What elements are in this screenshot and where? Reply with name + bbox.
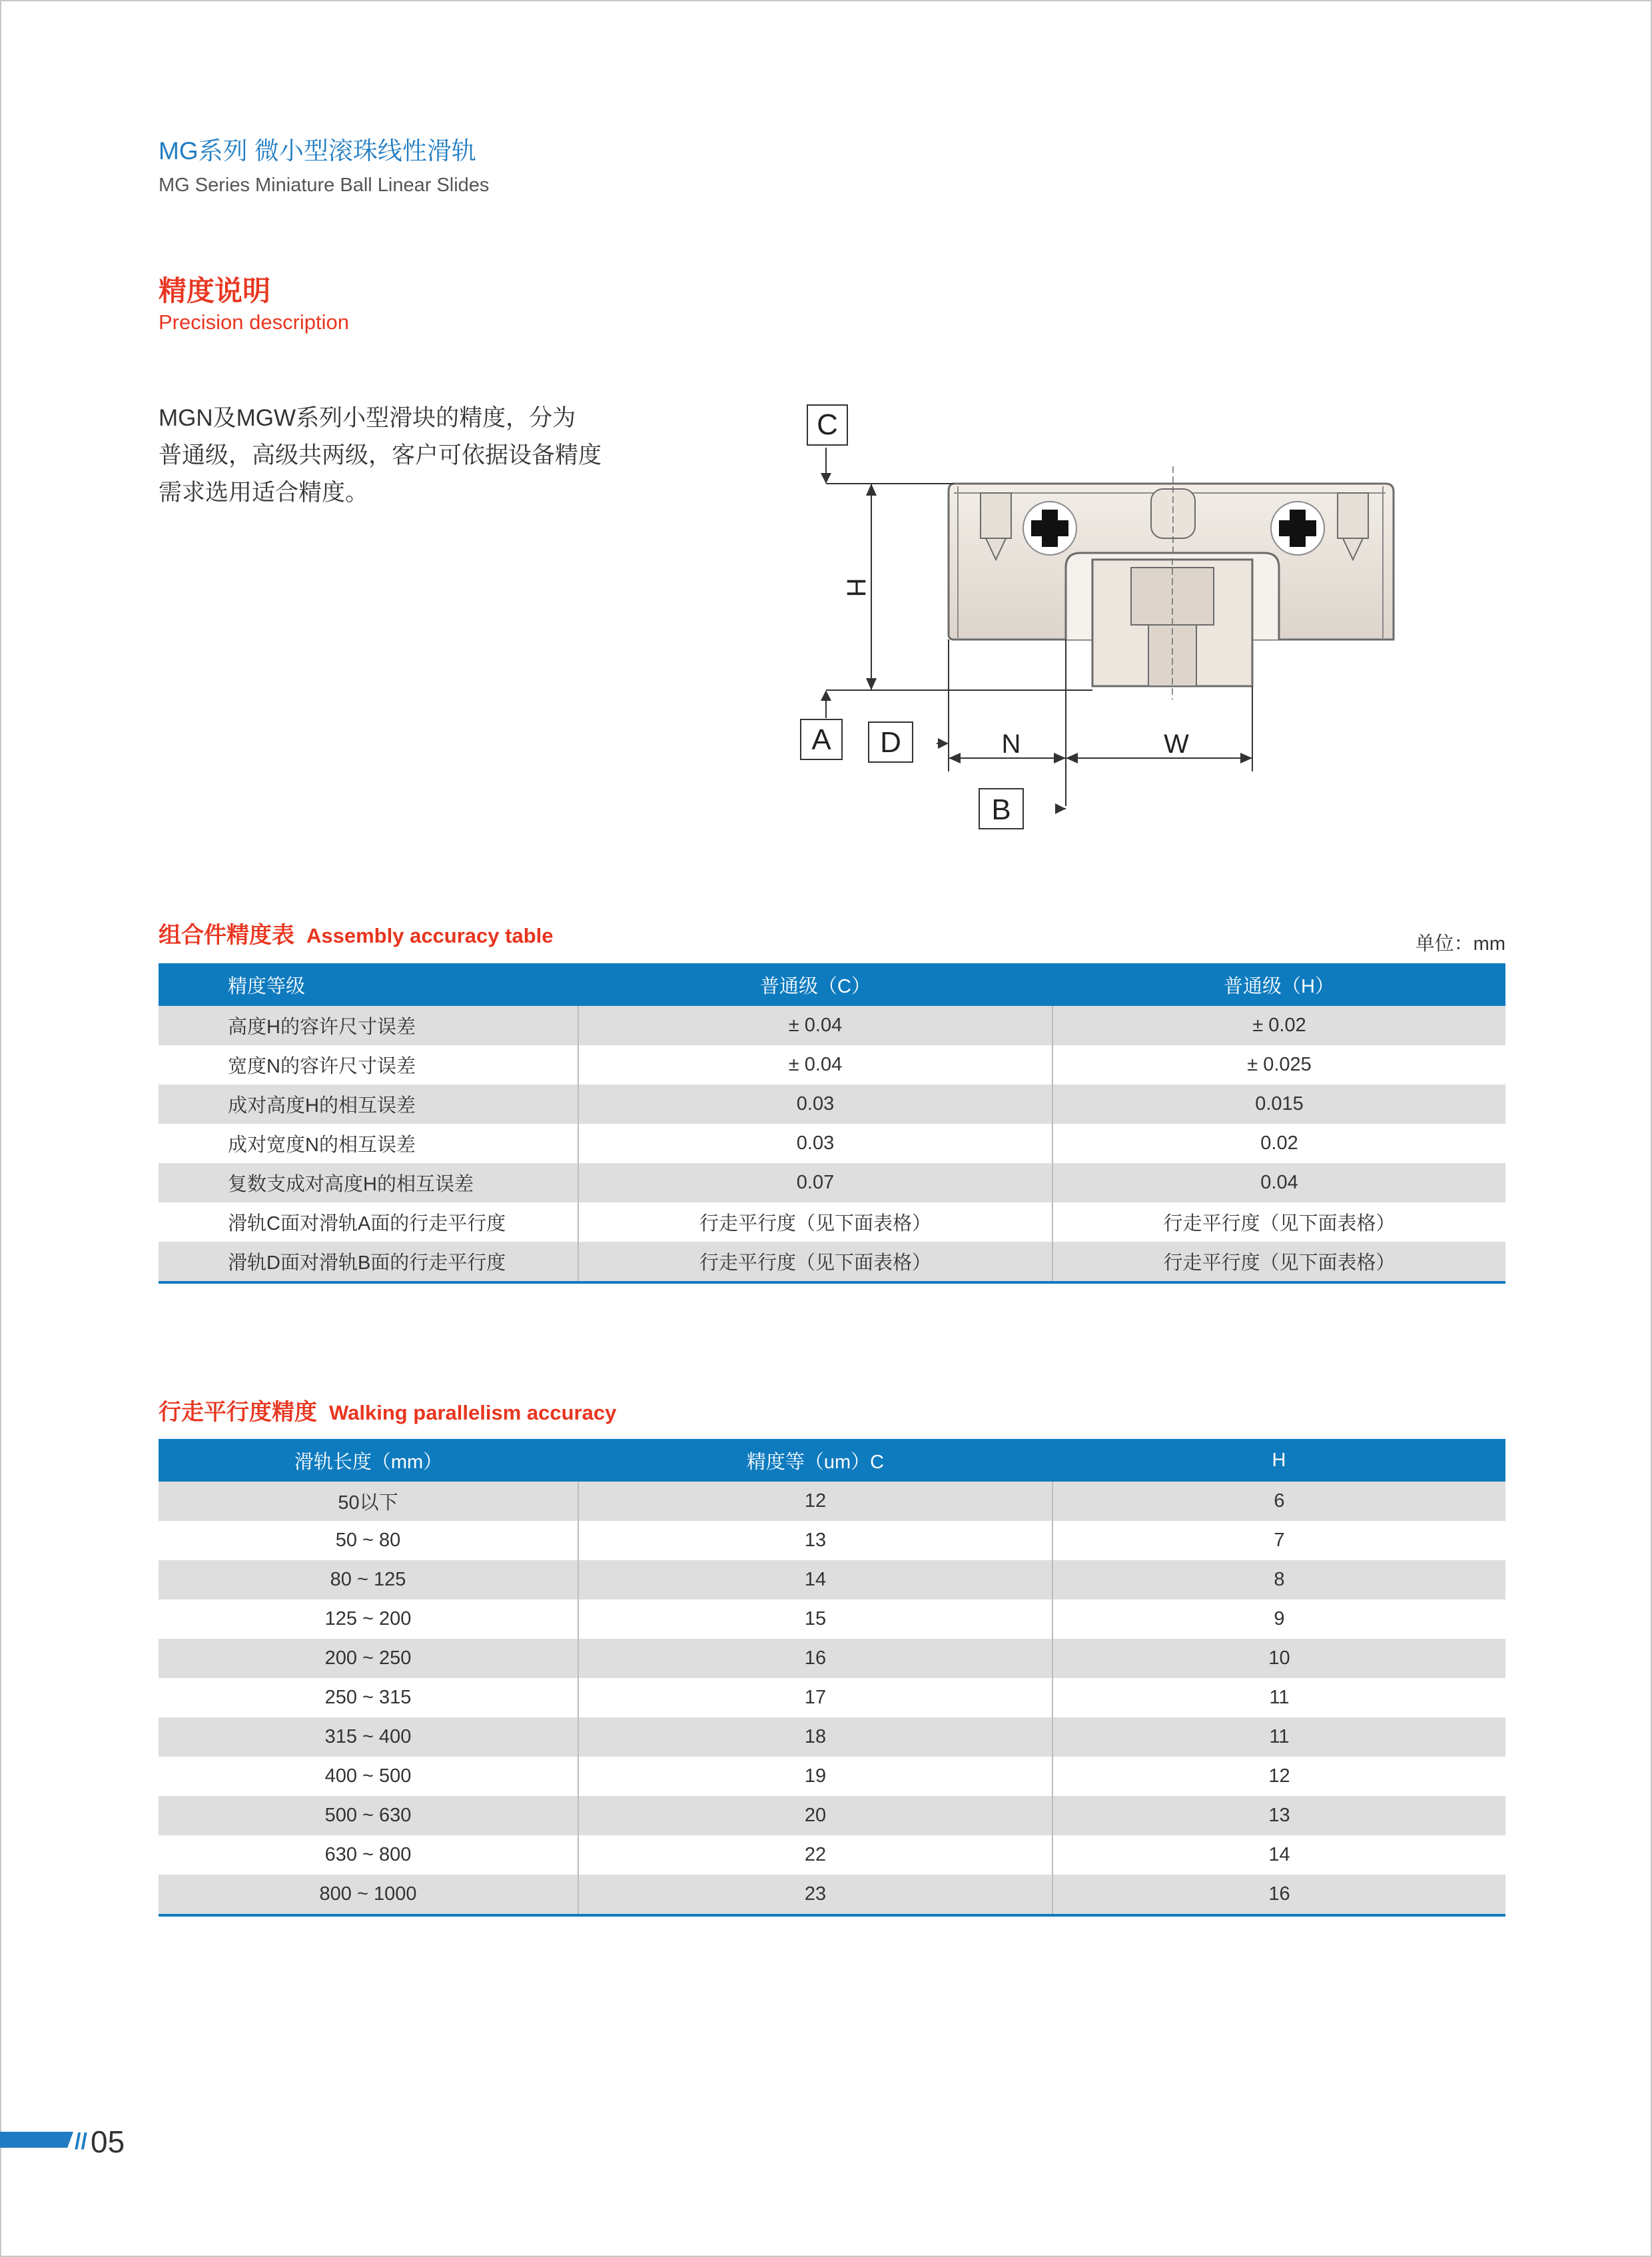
- slide-block: [949, 466, 1394, 699]
- table-header-row: [159, 1439, 1505, 1482]
- table-cell: 23: [578, 1875, 1052, 1915]
- footer-accent-bar: [0, 2132, 73, 2148]
- section-title-cn: 精度说明: [159, 275, 271, 306]
- table-cell: 滑轨C面对滑轨A面的行走平行度: [159, 1202, 578, 1242]
- intro-line: 需求选用适合精度。: [159, 480, 369, 506]
- table-cell: 14: [1052, 1835, 1505, 1875]
- assembly-title-en: Assembly accuracy table: [306, 924, 554, 947]
- svg-text:W: W: [1164, 729, 1189, 759]
- slide-block-diagram: [786, 393, 1419, 846]
- table-cell: 7: [1052, 1521, 1505, 1560]
- table-row: [159, 1757, 1505, 1796]
- label-b: [979, 789, 1023, 829]
- table-row: [159, 1482, 1505, 1521]
- label-c: [807, 405, 847, 445]
- table-cell: 行走平行度（见下面表格）: [578, 1242, 1052, 1282]
- table-cell: 17: [578, 1678, 1052, 1717]
- table-cell: 0.07: [578, 1163, 1052, 1202]
- table-cell: 18: [578, 1717, 1052, 1757]
- table-cell: 125 ~ 200: [159, 1599, 578, 1639]
- table-cell: 20: [578, 1796, 1052, 1835]
- table-cell: 11: [1052, 1678, 1505, 1717]
- table-cell: 22: [578, 1835, 1052, 1875]
- svg-text:A: A: [811, 723, 831, 756]
- table-cell: 10: [1052, 1639, 1505, 1678]
- table-row: [159, 1202, 1505, 1242]
- unit-label: 单位：mm: [1415, 933, 1505, 955]
- table-cell: 14: [578, 1560, 1052, 1599]
- table-row: [159, 1796, 1505, 1835]
- table-cell: 16: [578, 1639, 1052, 1678]
- table-cell: ± 0.04: [578, 1045, 1052, 1085]
- table-header-row: [159, 963, 1505, 1006]
- table-cell: 50以下: [159, 1482, 578, 1521]
- label-n: [1002, 729, 1021, 759]
- table-row: [159, 1163, 1505, 1202]
- table-cell: 500 ~ 630: [159, 1796, 578, 1835]
- column-header: 普通级（H）: [1052, 963, 1505, 1006]
- parallelism-title-cn: 行走平行度精度: [159, 1400, 317, 1425]
- table-cell: 滑轨D面对滑轨B面的行走平行度: [159, 1242, 578, 1282]
- header-title-cn: MG系列 微小型滚珠线性滑轨: [159, 137, 476, 165]
- table-cell: 11: [1052, 1717, 1505, 1757]
- parallelism-table-title: [159, 1394, 616, 1426]
- page-number: 05: [91, 2124, 125, 2159]
- label-w: [1164, 729, 1189, 759]
- page-header: [159, 131, 489, 197]
- svg-text:H: H: [841, 578, 871, 598]
- table-cell: 成对宽度N的相互误差: [159, 1124, 578, 1163]
- table-cell: 250 ~ 315: [159, 1678, 578, 1717]
- table-row: [159, 1560, 1505, 1599]
- table-cell: 9: [1052, 1599, 1505, 1639]
- table-row: [159, 1599, 1505, 1639]
- table-cell: ± 0.025: [1052, 1045, 1505, 1085]
- table-cell: 行走平行度（见下面表格）: [1052, 1202, 1505, 1242]
- table-cell: ± 0.04: [578, 1006, 1052, 1045]
- plus-marker-icon: [1023, 502, 1076, 555]
- walking-parallelism-table: [159, 1439, 1505, 1917]
- footer-slash-icon: //: [75, 2129, 87, 2154]
- table-row: [159, 1717, 1505, 1757]
- table-cell: 400 ~ 500: [159, 1757, 578, 1796]
- table-cell: 16: [1052, 1875, 1505, 1915]
- table-cell: 行走平行度（见下面表格）: [1052, 1242, 1505, 1282]
- table-cell: 13: [1052, 1796, 1505, 1835]
- table-cell: 12: [1052, 1757, 1505, 1796]
- assembly-title-cn: 组合件精度表: [159, 923, 294, 948]
- assembly-table-title: [159, 917, 554, 949]
- table-cell: 成对高度H的相互误差: [159, 1085, 578, 1124]
- table-row: [159, 1835, 1505, 1875]
- table-cell: 0.03: [578, 1124, 1052, 1163]
- table-cell: 800 ~ 1000: [159, 1875, 578, 1915]
- table-row: [159, 1875, 1505, 1915]
- table-cell: 6: [1052, 1482, 1505, 1521]
- section-title-en: Precision description: [159, 310, 350, 334]
- table-row: [159, 1521, 1505, 1560]
- label-h: [841, 578, 871, 598]
- table-cell: 13: [578, 1521, 1052, 1560]
- table-cell: 630 ~ 800: [159, 1835, 578, 1875]
- assembly-accuracy-table: [159, 963, 1505, 1284]
- plus-marker-icon: [1271, 502, 1324, 555]
- table-cell: 行走平行度（见下面表格）: [578, 1202, 1052, 1242]
- column-header: 滑轨长度（mm）: [159, 1439, 578, 1482]
- table-cell: 19: [578, 1757, 1052, 1796]
- parallelism-title-en: Walking parallelism accuracy: [329, 1401, 617, 1424]
- svg-text:B: B: [991, 793, 1011, 826]
- table-row: [159, 1045, 1505, 1085]
- label-a: [801, 719, 842, 759]
- table-cell: 15: [578, 1599, 1052, 1639]
- table-row: [159, 1124, 1505, 1163]
- column-header: 普通级（C）: [578, 963, 1052, 1006]
- table-cell: 宽度N的容许尺寸误差: [159, 1045, 578, 1085]
- section-heading: [159, 269, 349, 334]
- table-cell: ± 0.02: [1052, 1006, 1505, 1045]
- column-header: 精度等级: [159, 963, 578, 1006]
- table-row: [159, 1678, 1505, 1717]
- svg-text:C: C: [817, 408, 838, 441]
- table-cell: 0.04: [1052, 1163, 1505, 1202]
- svg-text:N: N: [1001, 729, 1021, 759]
- table-row: [159, 1006, 1505, 1045]
- header-title-en: MG Series Miniature Ball Linear Slides: [159, 175, 490, 196]
- table-cell: 200 ~ 250: [159, 1639, 578, 1678]
- table-cell: 315 ~ 400: [159, 1717, 578, 1757]
- table-cell: 0.015: [1052, 1085, 1505, 1124]
- table-cell: 50 ~ 80: [159, 1521, 578, 1560]
- table-row: [159, 1085, 1505, 1124]
- column-header: H: [1052, 1439, 1505, 1482]
- intro-paragraph: [159, 400, 638, 512]
- svg-text:D: D: [880, 726, 901, 759]
- table-cell: 0.03: [578, 1085, 1052, 1124]
- label-d: [869, 722, 913, 762]
- table-row: [159, 1242, 1505, 1282]
- table-cell: 12: [578, 1482, 1052, 1521]
- table-cell: 80 ~ 125: [159, 1560, 578, 1599]
- table-cell: 高度H的容许尺寸误差: [159, 1006, 578, 1045]
- intro-line: MGN及MGW系列小型滑块的精度，分为: [159, 405, 576, 431]
- column-header: 精度等（um）C: [578, 1439, 1052, 1482]
- table-cell: 0.02: [1052, 1124, 1505, 1163]
- intro-line: 普通级，高级共两级，客户可依据设备精度: [159, 442, 602, 468]
- table-cell: 复数支成对高度H的相互误差: [159, 1163, 578, 1202]
- table-cell: 8: [1052, 1560, 1505, 1599]
- table-row: [159, 1639, 1505, 1678]
